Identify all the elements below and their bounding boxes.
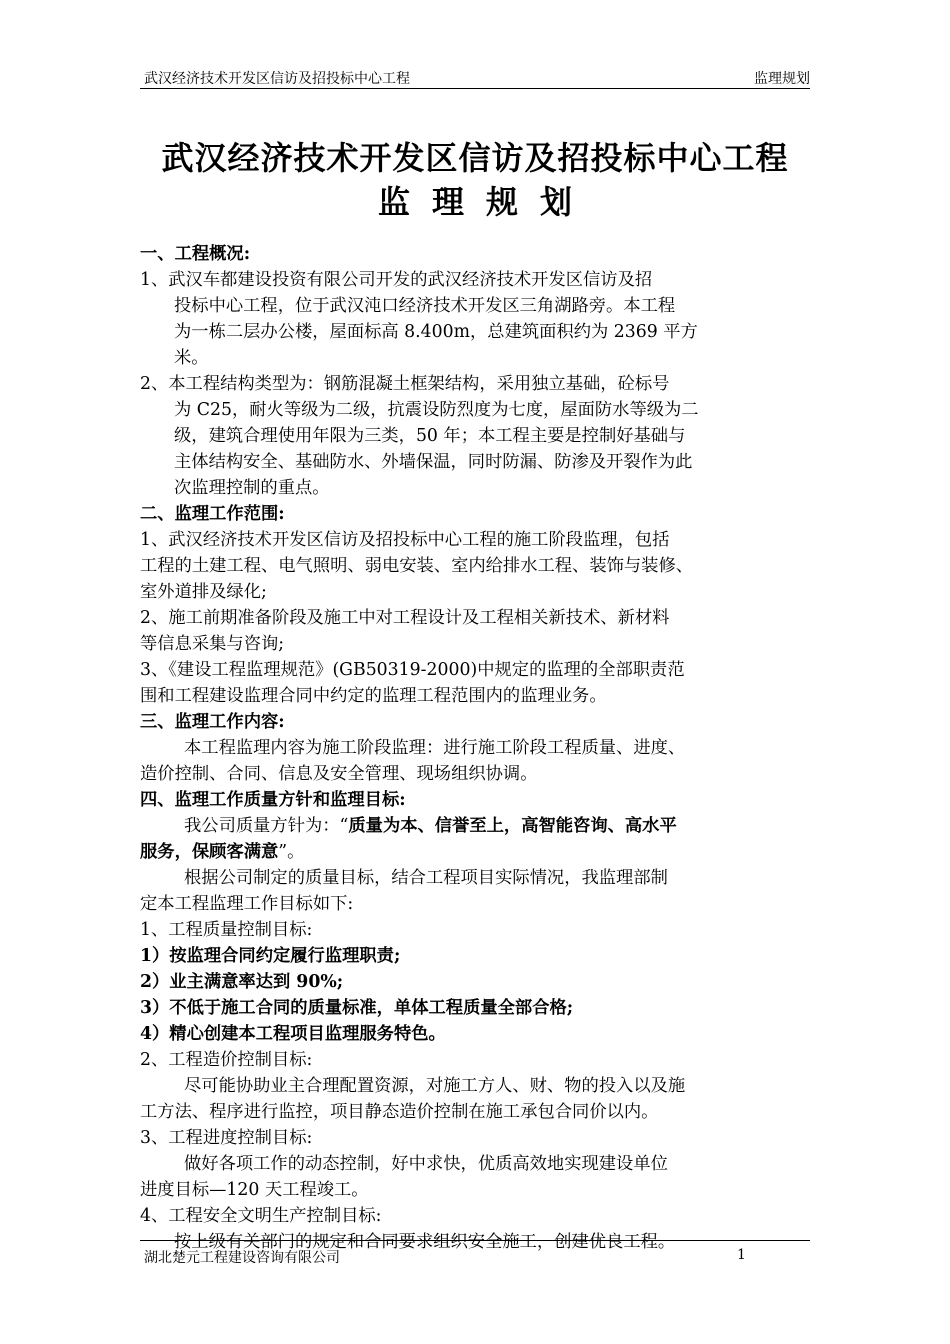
subheading-cost: 2、工程造价控制目标: bbox=[140, 1050, 313, 1070]
section-heading-content: 三、监理工作内容: bbox=[140, 712, 285, 732]
quality-policy-line bbox=[140, 839, 812, 865]
policy-open-quote: “ bbox=[339, 816, 349, 836]
page-footer bbox=[140, 1240, 810, 1266]
document-body bbox=[140, 241, 812, 1255]
paragraph-line: 1、武汉经济技术开发区信访及招投标中心工程的施工阶段监理，包括 bbox=[140, 530, 670, 550]
paragraph-line: 工方法、程序进行监控，项目静态造价控制在施工承包合同价以内。 bbox=[140, 1102, 659, 1122]
paragraph-line: 做好各项工作的动态控制，好中求快，优质高效地实现建设单位 bbox=[184, 1154, 668, 1174]
policy-text: 服务，保顾客满意 bbox=[140, 842, 279, 862]
paragraph-line: 工程的土建工程、电气照明、弱电安装、室内给排水工程、装饰与装修、 bbox=[140, 556, 694, 576]
paragraph-line: 本工程监理内容为施工阶段监理：进行施工阶段工程质量、进度、 bbox=[184, 738, 686, 758]
subheading-safety: 4、工程安全文明生产控制目标: bbox=[140, 1206, 382, 1226]
paragraph-line: 米。 bbox=[174, 348, 209, 368]
paragraph-line: 为一栋二层办公楼，屋面标高 8.400m，总建筑面积约为 2369 平方 bbox=[174, 322, 698, 342]
subheading-quality: 1、工程质量控制目标: bbox=[140, 920, 313, 940]
paragraph-line: 投标中心工程，位于武汉沌口经济技术开发区三角湖路旁。本工程 bbox=[174, 296, 676, 316]
paragraph-line: 1、武汉车都建设投资有限公司开发的武汉经济技术开发区信访及招 bbox=[140, 270, 653, 290]
paragraph-line: 定本工程监理工作目标如下: bbox=[140, 894, 354, 914]
paragraph-line: 3、《建设工程监理规范》(GB50319-2000)中规定的监理的全部职责范 bbox=[140, 660, 685, 680]
paragraph-line: 2、本工程结构类型为：钢筋混凝土框架结构，采用独立基础，砼标号 bbox=[140, 374, 670, 394]
quality-goal-item: 2）业主满意率达到 90%; bbox=[140, 972, 344, 992]
paragraph-line: 2、施工前期准备阶段及施工中对工程设计及工程相关新技术、新材料 bbox=[140, 608, 670, 628]
header-project-name: 武汉经济技术开发区信访及招投标中心工程 bbox=[144, 71, 410, 87]
quality-goal-item: 4）精心创建本工程项目监理服务特色。 bbox=[140, 1024, 446, 1044]
paragraph-line: 造价控制、合同、信息及安全管理、现场组织协调。 bbox=[140, 764, 538, 784]
paragraph-line: 级，建筑合理使用年限为三类，50 年；本工程主要是控制好基础与 bbox=[174, 426, 686, 446]
page-number: 1 bbox=[737, 1247, 746, 1263]
paragraph-line: 围和工程建设监理合同中约定的监理工程范围内的监理业务。 bbox=[140, 686, 607, 706]
document-subtitle: 监理规划 bbox=[377, 183, 594, 221]
quality-goal-item: 1）按监理合同约定履行监理职责; bbox=[140, 946, 401, 966]
paragraph-line: 按上级有关部门的规定和合同要求组织安全施工，创建优良工程。 bbox=[174, 1232, 676, 1252]
paragraph-line: 室外道排及绿化; bbox=[140, 582, 267, 602]
paragraph-line: 为 C25，耐火等级为二级，抗震设防烈度为七度，屋面防水等级为二 bbox=[174, 400, 699, 420]
paragraph-line: 主体结构安全、基础防水、外墙保温，同时防漏、防渗及开裂作为此 bbox=[174, 452, 693, 472]
paragraph-line: 根据公司制定的质量目标，结合工程项目实际情况，我监理部制 bbox=[184, 868, 668, 888]
paragraph-line: 次监理控制的重点。 bbox=[174, 478, 330, 498]
section-heading-goals: 四、监理工作质量方针和监理目标: bbox=[140, 790, 406, 810]
header-doc-type: 监理规划 bbox=[754, 71, 810, 87]
section-heading-overview: 一、工程概况: bbox=[140, 244, 251, 264]
policy-close-quote: ”。 bbox=[278, 842, 305, 862]
subheading-schedule: 3、工程进度控制目标: bbox=[140, 1128, 313, 1148]
policy-text: 质量为本、信誉至上，高智能咨询、高水平 bbox=[348, 816, 677, 836]
policy-prefix: 我公司质量方针为： bbox=[184, 816, 340, 836]
paragraph-line: 进度目标—120 天工程竣工。 bbox=[140, 1180, 369, 1200]
section-heading-scope: 二、监理工作范围: bbox=[140, 504, 285, 524]
quality-goal-item: 3）不低于施工合同的质量标准，单体工程质量全部合格; bbox=[140, 998, 574, 1018]
document-title: 武汉经济技术开发区信访及招投标中心工程 bbox=[161, 139, 789, 177]
footer-company: 湖北楚元工程建设咨询有限公司 bbox=[144, 1250, 340, 1266]
page-header bbox=[140, 66, 810, 89]
paragraph-line: 尽可能协助业主合理配置资源，对施工方人、财、物的投入以及施 bbox=[184, 1076, 686, 1096]
quality-policy-line bbox=[140, 813, 812, 839]
paragraph-line: 等信息采集与咨询; bbox=[140, 634, 285, 654]
